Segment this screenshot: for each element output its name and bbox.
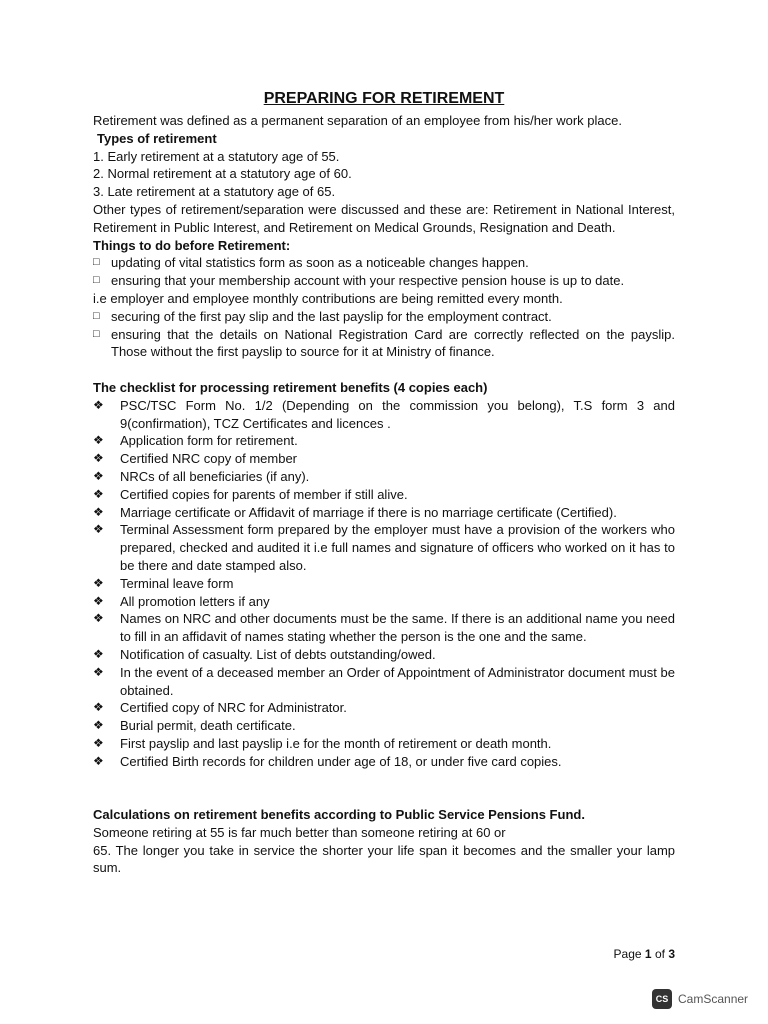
- checklist-item: ❖ Certified copies for parents of member if still alive.: [93, 486, 408, 502]
- diamond-bullet-icon: ❖: [93, 522, 104, 537]
- checklist-item: ❖ Certified NRC copy of member: [93, 451, 297, 467]
- diamond-bullet-icon: ❖: [93, 504, 104, 519]
- intro-paragraph: Retirement was defined as a permanent separation of an employee from his/her work place.: [93, 113, 622, 128]
- checklist-item: ❖ In the event of a deceased member an Order of Appointment of Administrator document must be obtained.: [93, 664, 675, 698]
- checklist-item: ❖ Burial permit, death certificate.: [93, 718, 296, 734]
- calc-line: Someone retiring at 55 is far much better than someone retiring at 60 or: [93, 824, 506, 840]
- diamond-bullet-icon: ❖: [93, 753, 104, 768]
- type-item: 3. Late retirement at a statutory age of 65.: [93, 184, 336, 200]
- camscanner-logo-icon: CS: [652, 989, 672, 1009]
- types-heading: Types of retirement: [97, 130, 217, 146]
- checklist-item: ❖ Certified Birth records for children under age of 18, or under five card copies.: [93, 753, 562, 769]
- checklist-heading: The checklist for processing retirement benefits (4 copies each): [93, 379, 488, 395]
- checklist-item: ❖ Certified copy of NRC for Administrator.: [93, 700, 347, 716]
- calc-heading: Calculations on retirement benefits according to Public Service Pensions Fund.: [93, 807, 585, 823]
- page-number: Page 1 of 3: [613, 947, 675, 961]
- diamond-bullet-icon: ❖: [93, 611, 104, 626]
- diamond-bullet-icon: ❖: [93, 664, 104, 679]
- things-item: □ securing of the first pay slip and the last payslip for the employment contract.: [93, 308, 552, 324]
- checklist-item: ❖ Names on NRC and other documents must be the same. If there is an additional name you need to fill in an affidavit of names stating whether the person is the one and the same.: [93, 611, 675, 645]
- checklist: [93, 397, 675, 771]
- things-item: □ updating of vital statistics form as soon as a noticeable changes happen.: [93, 255, 529, 271]
- checkbox-bullet-icon: □: [93, 274, 100, 287]
- checklist-item: ❖ First payslip and last payslip i.e for the month of retirement or death month.: [93, 735, 552, 751]
- diamond-bullet-icon: ❖: [93, 451, 104, 466]
- checklist-item: ❖ PSC/TSC Form No. 1/2 (Depending on the commission you belong), T.S form 3 and 9(confirmation), TCZ Certificates and licences .: [93, 397, 675, 431]
- camscanner-name: CamScanner: [678, 992, 749, 1006]
- diamond-bullet-icon: ❖: [93, 486, 104, 501]
- type-item: 1. Early retirement at a statutory age of 55.: [93, 148, 340, 164]
- diamond-bullet-icon: ❖: [93, 735, 104, 750]
- diamond-bullet-icon: ❖: [93, 646, 104, 661]
- checklist-item: ❖ Terminal leave form: [93, 575, 234, 591]
- camscanner-watermark: [652, 988, 748, 1010]
- checkbox-bullet-icon: □: [93, 256, 100, 269]
- diamond-bullet-icon: ❖: [93, 593, 104, 608]
- diamond-bullet-icon: ❖: [93, 433, 104, 448]
- document-title: PREPARING FOR RETIREMENT: [263, 90, 505, 107]
- diamond-bullet-icon: ❖: [93, 397, 104, 412]
- document-body: [93, 112, 675, 877]
- diamond-bullet-icon: ❖: [93, 575, 104, 590]
- other-types-paragraph: Other types of retirement/separation were discussed and these are: Retirement in National Interest, Retirement in Public Interest, and Retirement on Medical Grounds, Resignation and Death.: [93, 201, 675, 235]
- diamond-bullet-icon: ❖: [93, 700, 104, 715]
- things-heading: Things to do before Retirement:: [93, 237, 291, 253]
- checklist-item: ❖ NRCs of all beneficiaries (if any).: [93, 468, 310, 484]
- diamond-bullet-icon: ❖: [93, 468, 104, 483]
- checkbox-bullet-icon: □: [93, 327, 100, 340]
- type-item: 2. Normal retirement at a statutory age of 60.: [93, 166, 352, 182]
- checklist-item: ❖ Notification of casualty. List of debts outstanding/owed.: [93, 646, 436, 662]
- things-continuation: i.e employer and employee monthly contributions are being remitted every month.: [93, 290, 563, 306]
- checklist-item: ❖ Marriage certificate or Affidavit of marriage if there is no marriage certificate (Certified).: [93, 504, 617, 520]
- diamond-bullet-icon: ❖: [93, 718, 104, 733]
- checklist-item: ❖ Terminal Assessment form prepared by the employer must have a provision of the workers who prepared, checked and audited it i.e full names and signature of officers who worked on it has to be there and date stamped also.: [93, 522, 675, 573]
- checklist-item: ❖ Application form for retirement.: [93, 433, 298, 449]
- checklist-item: ❖ All promotion letters if any: [93, 593, 270, 609]
- checkbox-bullet-icon: □: [93, 309, 100, 322]
- things-item: □ ensuring that the details on National Registration Card are correctly reflected on the payslip. Those without the first payslip to source for it at Ministry of finance.: [93, 326, 675, 360]
- things-item: □ ensuring that your membership account with your respective pension house is up to date.: [93, 273, 625, 289]
- calc-line: 65. The longer you take in service the shorter your life span it becomes and the smaller your lamp sum.: [93, 842, 675, 876]
